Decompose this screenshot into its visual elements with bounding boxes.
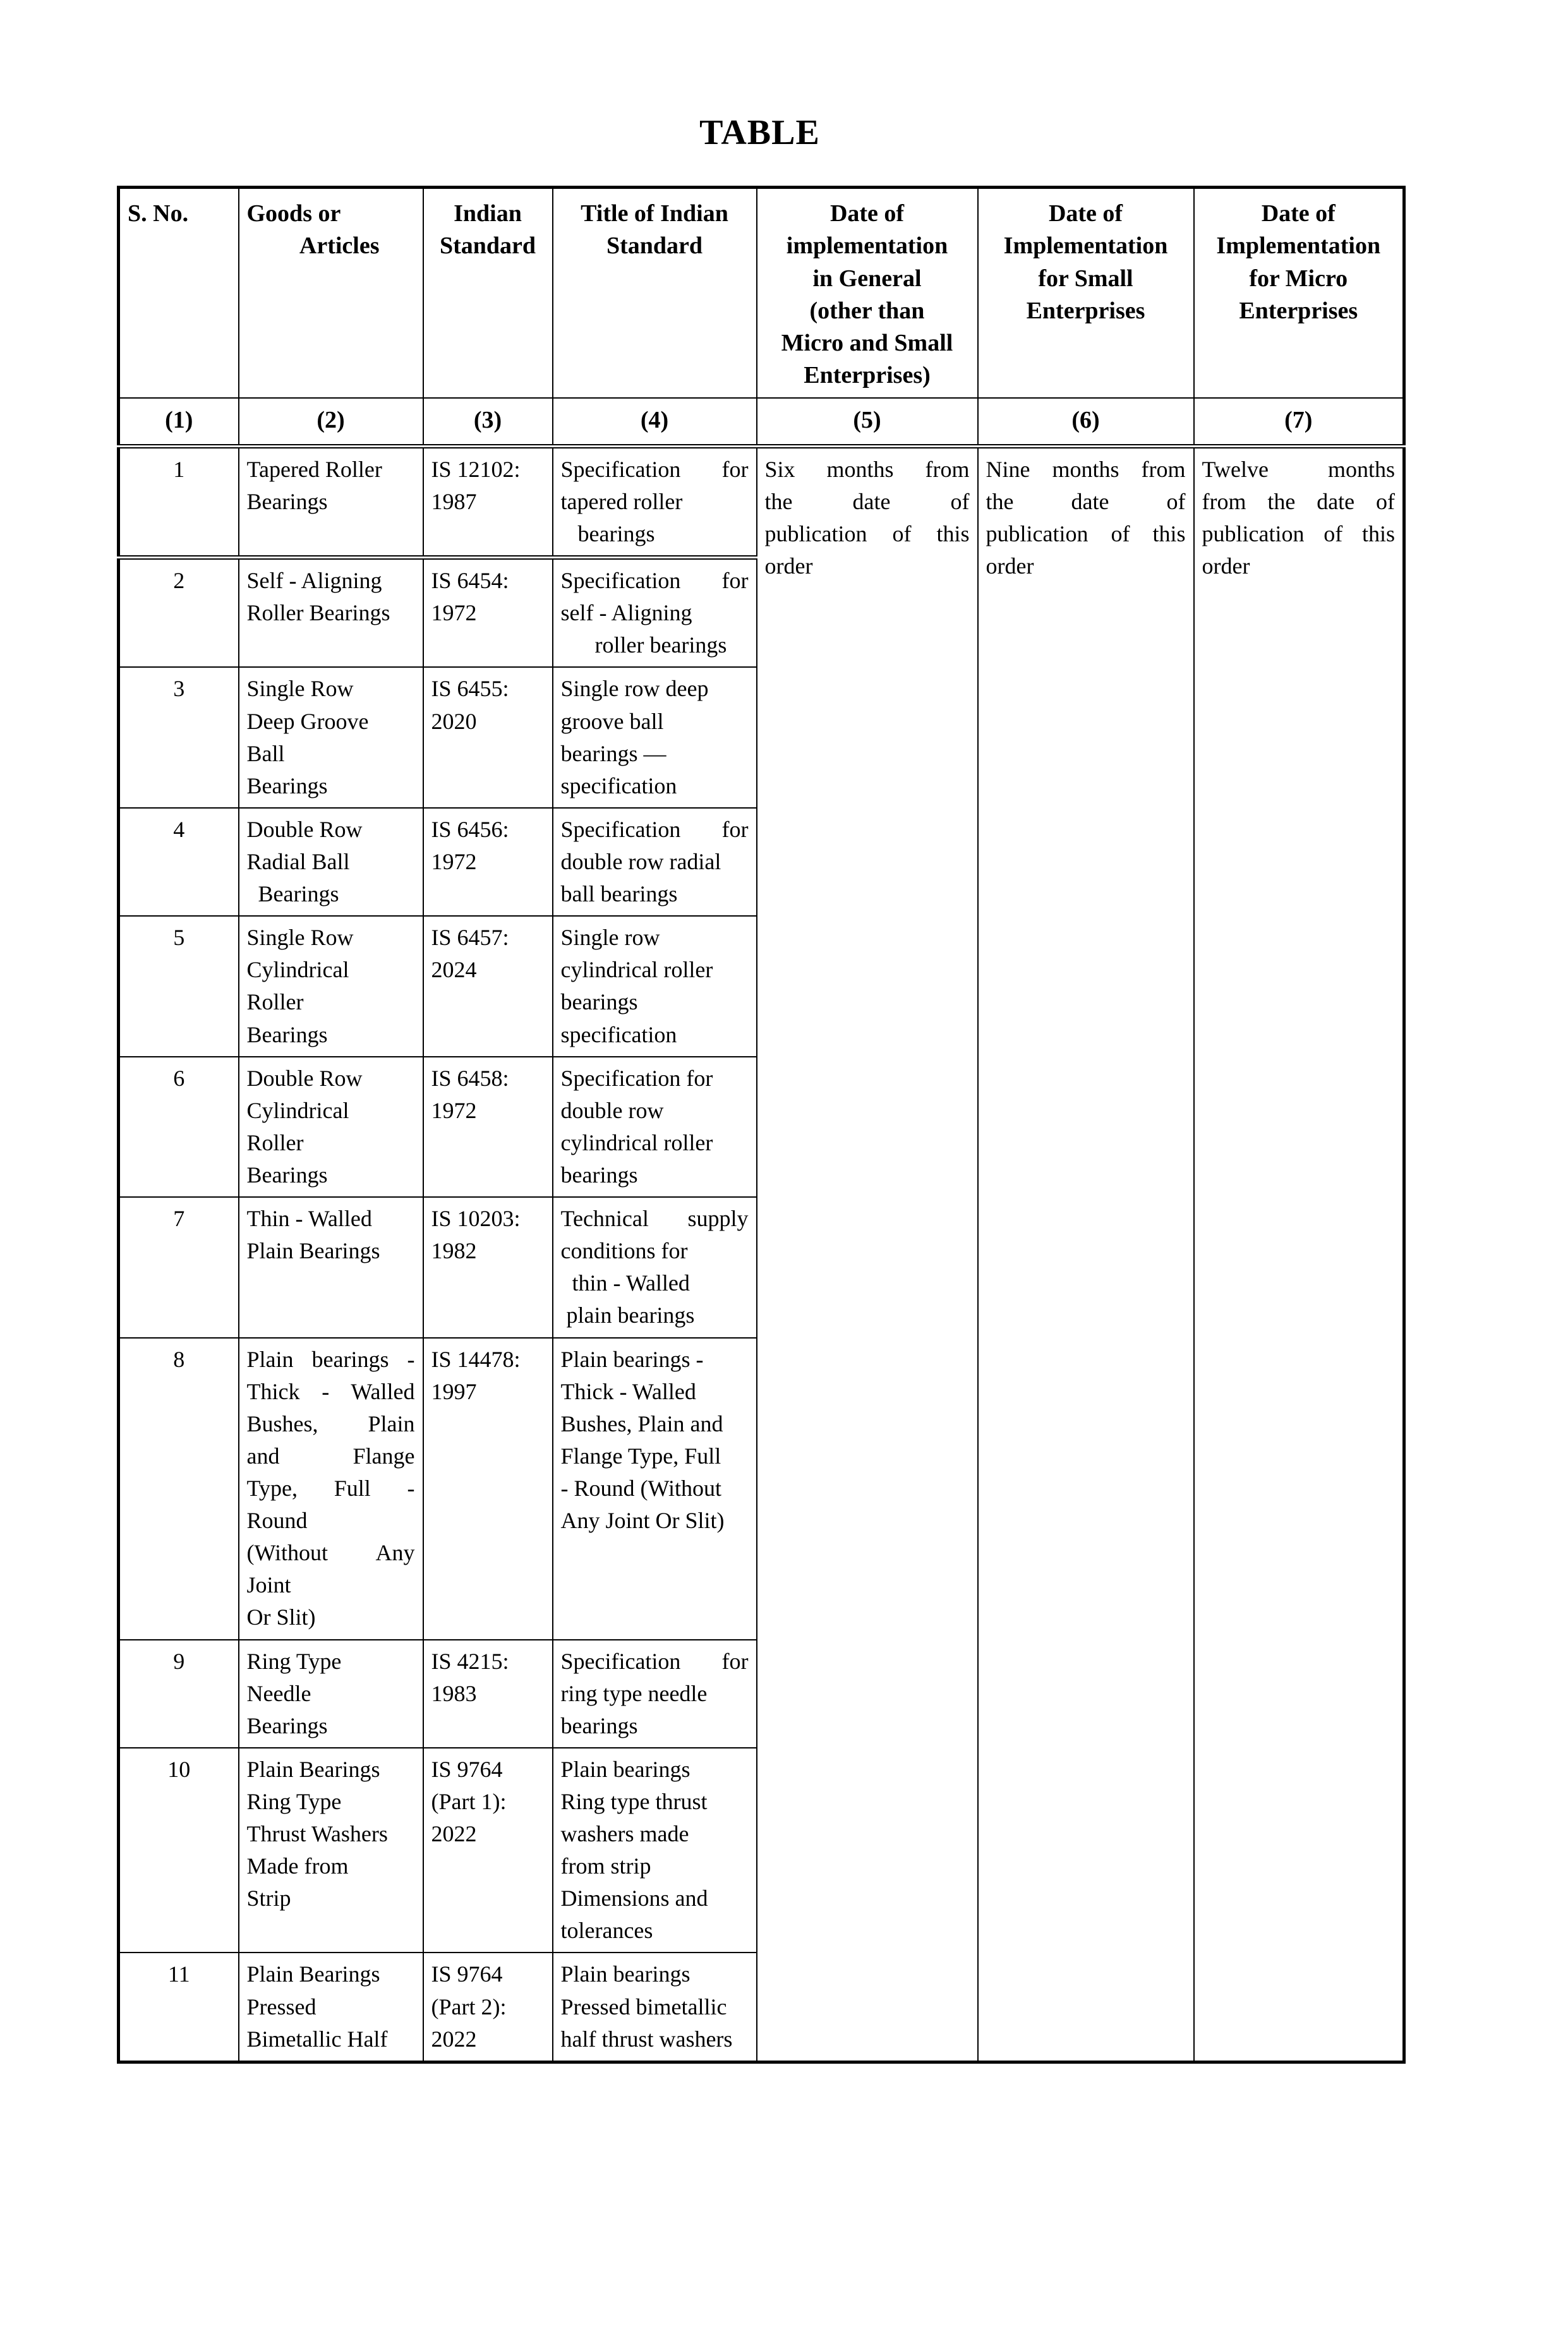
standard-title-cell [553,667,757,807]
text-line: Bearings [246,773,328,798]
column-number-cell: (3) [423,398,553,447]
sno-cell [119,1640,239,1748]
text-line: Six months from [764,456,970,482]
text-line: Single row [560,925,660,951]
text-line: Specification for [560,1065,713,1091]
text-line: Implementation [1003,232,1168,260]
text-line: Type, Full - [246,1475,415,1501]
text-line: Bearings [246,1712,328,1738]
sno-cell [119,558,239,668]
text-line: cylindrical roller [560,1129,713,1155]
text-line: conditions for [560,1238,688,1264]
table-row [119,446,1404,557]
text-line: 1972 [431,848,477,874]
text-line: Single Row [246,925,354,951]
text-line: plain bearings [560,1303,695,1328]
sno-cell [119,808,239,916]
indian-standard-cell [423,916,553,1056]
text-line: S. No. [128,200,189,227]
text-line: double row radial [560,848,721,874]
text-line: (Part 2): [431,1994,507,2019]
text-line: Thick - Walled [246,1378,415,1404]
text-line: publication of this [764,521,970,546]
text-line: Or Slit) [246,1604,316,1630]
text-line: bearings — [560,740,666,766]
indian-standard-cell [423,808,553,916]
goods-cell [239,1197,423,1337]
text-line: Plain Bearings [246,1756,380,1782]
sno-cell [119,1953,239,2062]
text-line: 2022 [431,2026,477,2052]
text-line: Enterprises) [804,362,931,389]
text-line: Bearings [246,1162,328,1188]
goods-cell [239,808,423,916]
text-line: the date of [986,488,1186,514]
implementation-cell-micro [1194,446,1404,2062]
text-line: for Small [1038,265,1133,292]
text-line: self - Aligning [560,600,692,626]
text-line: half thrust washers [560,2026,733,2052]
text-line: for Micro [1249,265,1348,292]
text-line: Double Row [246,1065,363,1091]
text-line: Made from [246,1853,349,1879]
implementation-cell-general [757,446,978,2062]
text-line: IS 9764 [431,1756,503,1782]
sno-cell [119,1057,239,1197]
text-line: in General [812,265,922,292]
text-line: Implementation [1216,232,1381,260]
text-line: Thick - Walled [560,1378,696,1404]
sno-cell [119,667,239,807]
goods-cell [239,558,423,668]
goods-cell [239,1338,423,1640]
text-line: Bushes, Plain and [560,1411,723,1436]
standard-title-cell [553,916,757,1056]
header-cell-3 [423,188,553,398]
standard-title-cell [553,558,757,668]
standard-title-cell [553,446,757,557]
column-number-cell: (5) [757,398,978,447]
text-line: and Flange [246,1443,415,1469]
header-cell-2 [239,188,423,398]
indian-standard-cell [423,1057,553,1197]
text-line: IS 12102: [431,456,521,482]
text-line: 6 [173,1065,185,1091]
text-line: 1987 [431,488,477,514]
text-line: Specification for [560,816,749,842]
text-line: Round [246,1508,308,1534]
goods-cell [239,1057,423,1197]
text-line: cylindrical roller [560,957,713,983]
indian-standard-cell [423,1197,553,1337]
text-line: Cylindrical [246,957,349,983]
text-line: IS 6456: [431,816,509,842]
text-line: Standard [606,232,703,260]
text-line: Joint [246,1572,291,1598]
text-line: 2022 [431,1821,477,1847]
column-number-cell: (4) [553,398,757,447]
text-line: Single Row [246,676,354,702]
column-number-cell: (7) [1194,398,1404,447]
text-line: Ring type thrust [560,1788,708,1814]
standard-title-cell [553,808,757,916]
text-line: Roller Bearings [246,600,390,626]
goods-cell [239,1640,423,1748]
text-line: 10 [167,1756,191,1782]
text-line: Technical supply [560,1206,749,1232]
text-line: Nine months from [986,456,1186,482]
text-line: ball bearings [560,881,678,907]
text-line: Plain bearings [560,1756,691,1782]
text-line: Needle [246,1680,311,1706]
text-line: (other than [809,297,925,324]
text-line: 5 [173,925,185,951]
text-line: Ring Type [246,1648,342,1674]
text-line: Date of [1048,200,1123,227]
header-cell-7 [1194,188,1404,398]
text-line: Enterprises [1026,297,1145,324]
indian-standard-cell [423,1748,553,1953]
indian-standard-cell [423,667,553,807]
text-line: Pressed [246,1994,317,2019]
text-line: Indian [454,200,522,227]
text-line: 2020 [431,708,477,734]
indian-standard-cell [423,1338,553,1640]
text-line: 1 [173,456,185,482]
text-line: Specification for [560,1648,749,1674]
text-line: bearings [560,989,638,1015]
text-line: 1972 [431,1097,477,1123]
header-cell-5 [757,188,978,398]
text-line: 8 [173,1346,185,1372]
sno-cell [119,916,239,1056]
column-number-cell: (1) [119,398,239,447]
standards-table [117,186,1406,2064]
text-line: double row [560,1097,664,1123]
text-line: Standard [439,232,536,260]
header-cell-1 [119,188,239,398]
text-line: Plain bearings - [246,1346,415,1372]
text-line: 1972 [431,600,477,626]
text-line: implementation [786,232,948,260]
text-line: Double Row [246,816,363,842]
text-line: 7 [173,1206,185,1232]
text-line: bearings [560,1712,638,1738]
text-line: publication of this [1202,521,1395,546]
goods-cell [239,916,423,1056]
indian-standard-cell [423,1640,553,1748]
text-line: from strip [560,1853,651,1879]
text-line: washers made [560,1821,689,1847]
text-line: Specification for [560,568,749,594]
implementation-cell-small [978,446,1194,2062]
text-line: groove ball [560,708,664,734]
text-line: Any Joint Or Slit) [560,1508,725,1534]
text-line: Strip [246,1886,291,1911]
column-number-cell: (6) [978,398,1194,447]
standard-title-cell [553,1057,757,1197]
text-line: tapered roller [560,488,683,514]
text-line: Ring Type [246,1788,342,1814]
column-number-row [119,398,1404,447]
text-line: IS 9764 [431,1961,503,1987]
text-line: Tapered Roller [246,456,382,482]
text-line: order [764,553,813,579]
standard-title-cell [553,1953,757,2062]
text-line: Articles [246,232,380,260]
text-line: 4 [173,816,185,842]
page-title: TABLE [699,113,820,152]
indian-standard-cell [423,446,553,557]
text-line: order [1202,553,1250,579]
text-line: IS 6458: [431,1065,509,1091]
text-line: Flange Type, Full [560,1443,721,1469]
text-line: Bushes, Plain [246,1411,415,1436]
goods-cell [239,667,423,807]
text-line: Ball [246,740,285,766]
indian-standard-cell [423,558,553,668]
sno-cell [119,1748,239,1953]
text-line: Date of [1261,200,1336,227]
text-line: Cylindrical [246,1097,349,1123]
text-line: 1997 [431,1378,477,1404]
sno-cell [119,1197,239,1337]
text-line: Micro and Small [781,330,953,357]
standard-title-cell [553,1640,757,1748]
text-line: IS 14478: [431,1346,521,1372]
text-line: IS 6457: [431,925,509,951]
text-line: publication of this [986,521,1186,546]
text-line: Single row deep [560,676,709,702]
text-line: Thrust Washers [246,1821,388,1847]
text-line: 2024 [431,957,477,983]
indian-standard-cell [423,1953,553,2062]
text-line: 1983 [431,1680,477,1706]
text-line: Twelve months [1202,456,1395,482]
text-line: Goods or [246,200,341,227]
text-line: Bimetallic Half [246,2026,388,2052]
text-line: Pressed bimetallic [560,1994,727,2019]
text-line: Plain Bearings [246,1238,380,1264]
text-line: IS 10203: [431,1206,521,1232]
header-cell-6 [978,188,1194,398]
text-line: 3 [173,676,185,702]
text-line: Title of Indian [581,200,728,227]
text-line: Deep Groove [246,708,369,734]
text-line: Self - Aligning [246,568,382,594]
text-line: - Round (Without [560,1475,722,1501]
text-line: Specification for [560,456,749,482]
text-line: specification [560,1021,677,1047]
text-line: Plain Bearings [246,1961,380,1987]
text-line: Bearings [246,881,339,907]
text-line: IS 6455: [431,676,509,702]
text-line: Date of [829,200,905,227]
text-line: tolerances [560,1918,653,1944]
text-line: 2 [173,568,185,594]
text-line: from the date of [1202,488,1395,514]
goods-cell [239,1953,423,2062]
text-line: order [986,553,1034,579]
standard-title-cell [553,1748,757,1953]
text-line: Plain bearings - [560,1346,704,1372]
text-line: specification [560,773,677,798]
header-cell-4 [553,188,757,398]
text-line: IS 4215: [431,1648,509,1674]
text-line: Enterprises [1239,297,1358,324]
text-line: ring type needle [560,1680,708,1706]
text-line: (Without Any [246,1540,415,1566]
text-line: (Part 1): [431,1788,507,1814]
sno-cell [119,1338,239,1640]
document-page [0,112,1568,2329]
text-line: Bearings [246,1021,328,1047]
text-line: 1982 [431,1238,477,1264]
text-line: Roller [246,989,304,1015]
standard-title-cell [553,1338,757,1640]
goods-cell [239,1748,423,1953]
column-number-cell: (2) [239,398,423,447]
text-line: bearings [560,521,655,546]
text-line: thin - Walled [560,1270,690,1296]
text-line: IS 6454: [431,568,509,594]
standard-title-cell [553,1197,757,1337]
sno-cell [119,446,239,557]
text-line: roller bearings [560,632,727,658]
text-line: bearings [560,1162,638,1188]
text-line: 9 [173,1648,185,1674]
goods-cell [239,446,423,557]
text-line: Dimensions and [560,1886,708,1911]
text-line: Thin - Walled [246,1206,372,1232]
text-line: Plain bearings [560,1961,691,1987]
text-line: 11 [167,1961,190,1987]
header-row [119,188,1404,398]
text-line: Roller [246,1129,304,1155]
text-line: the date of [764,488,970,514]
text-line: Radial Ball [246,848,350,874]
text-line: Bearings [246,488,328,514]
